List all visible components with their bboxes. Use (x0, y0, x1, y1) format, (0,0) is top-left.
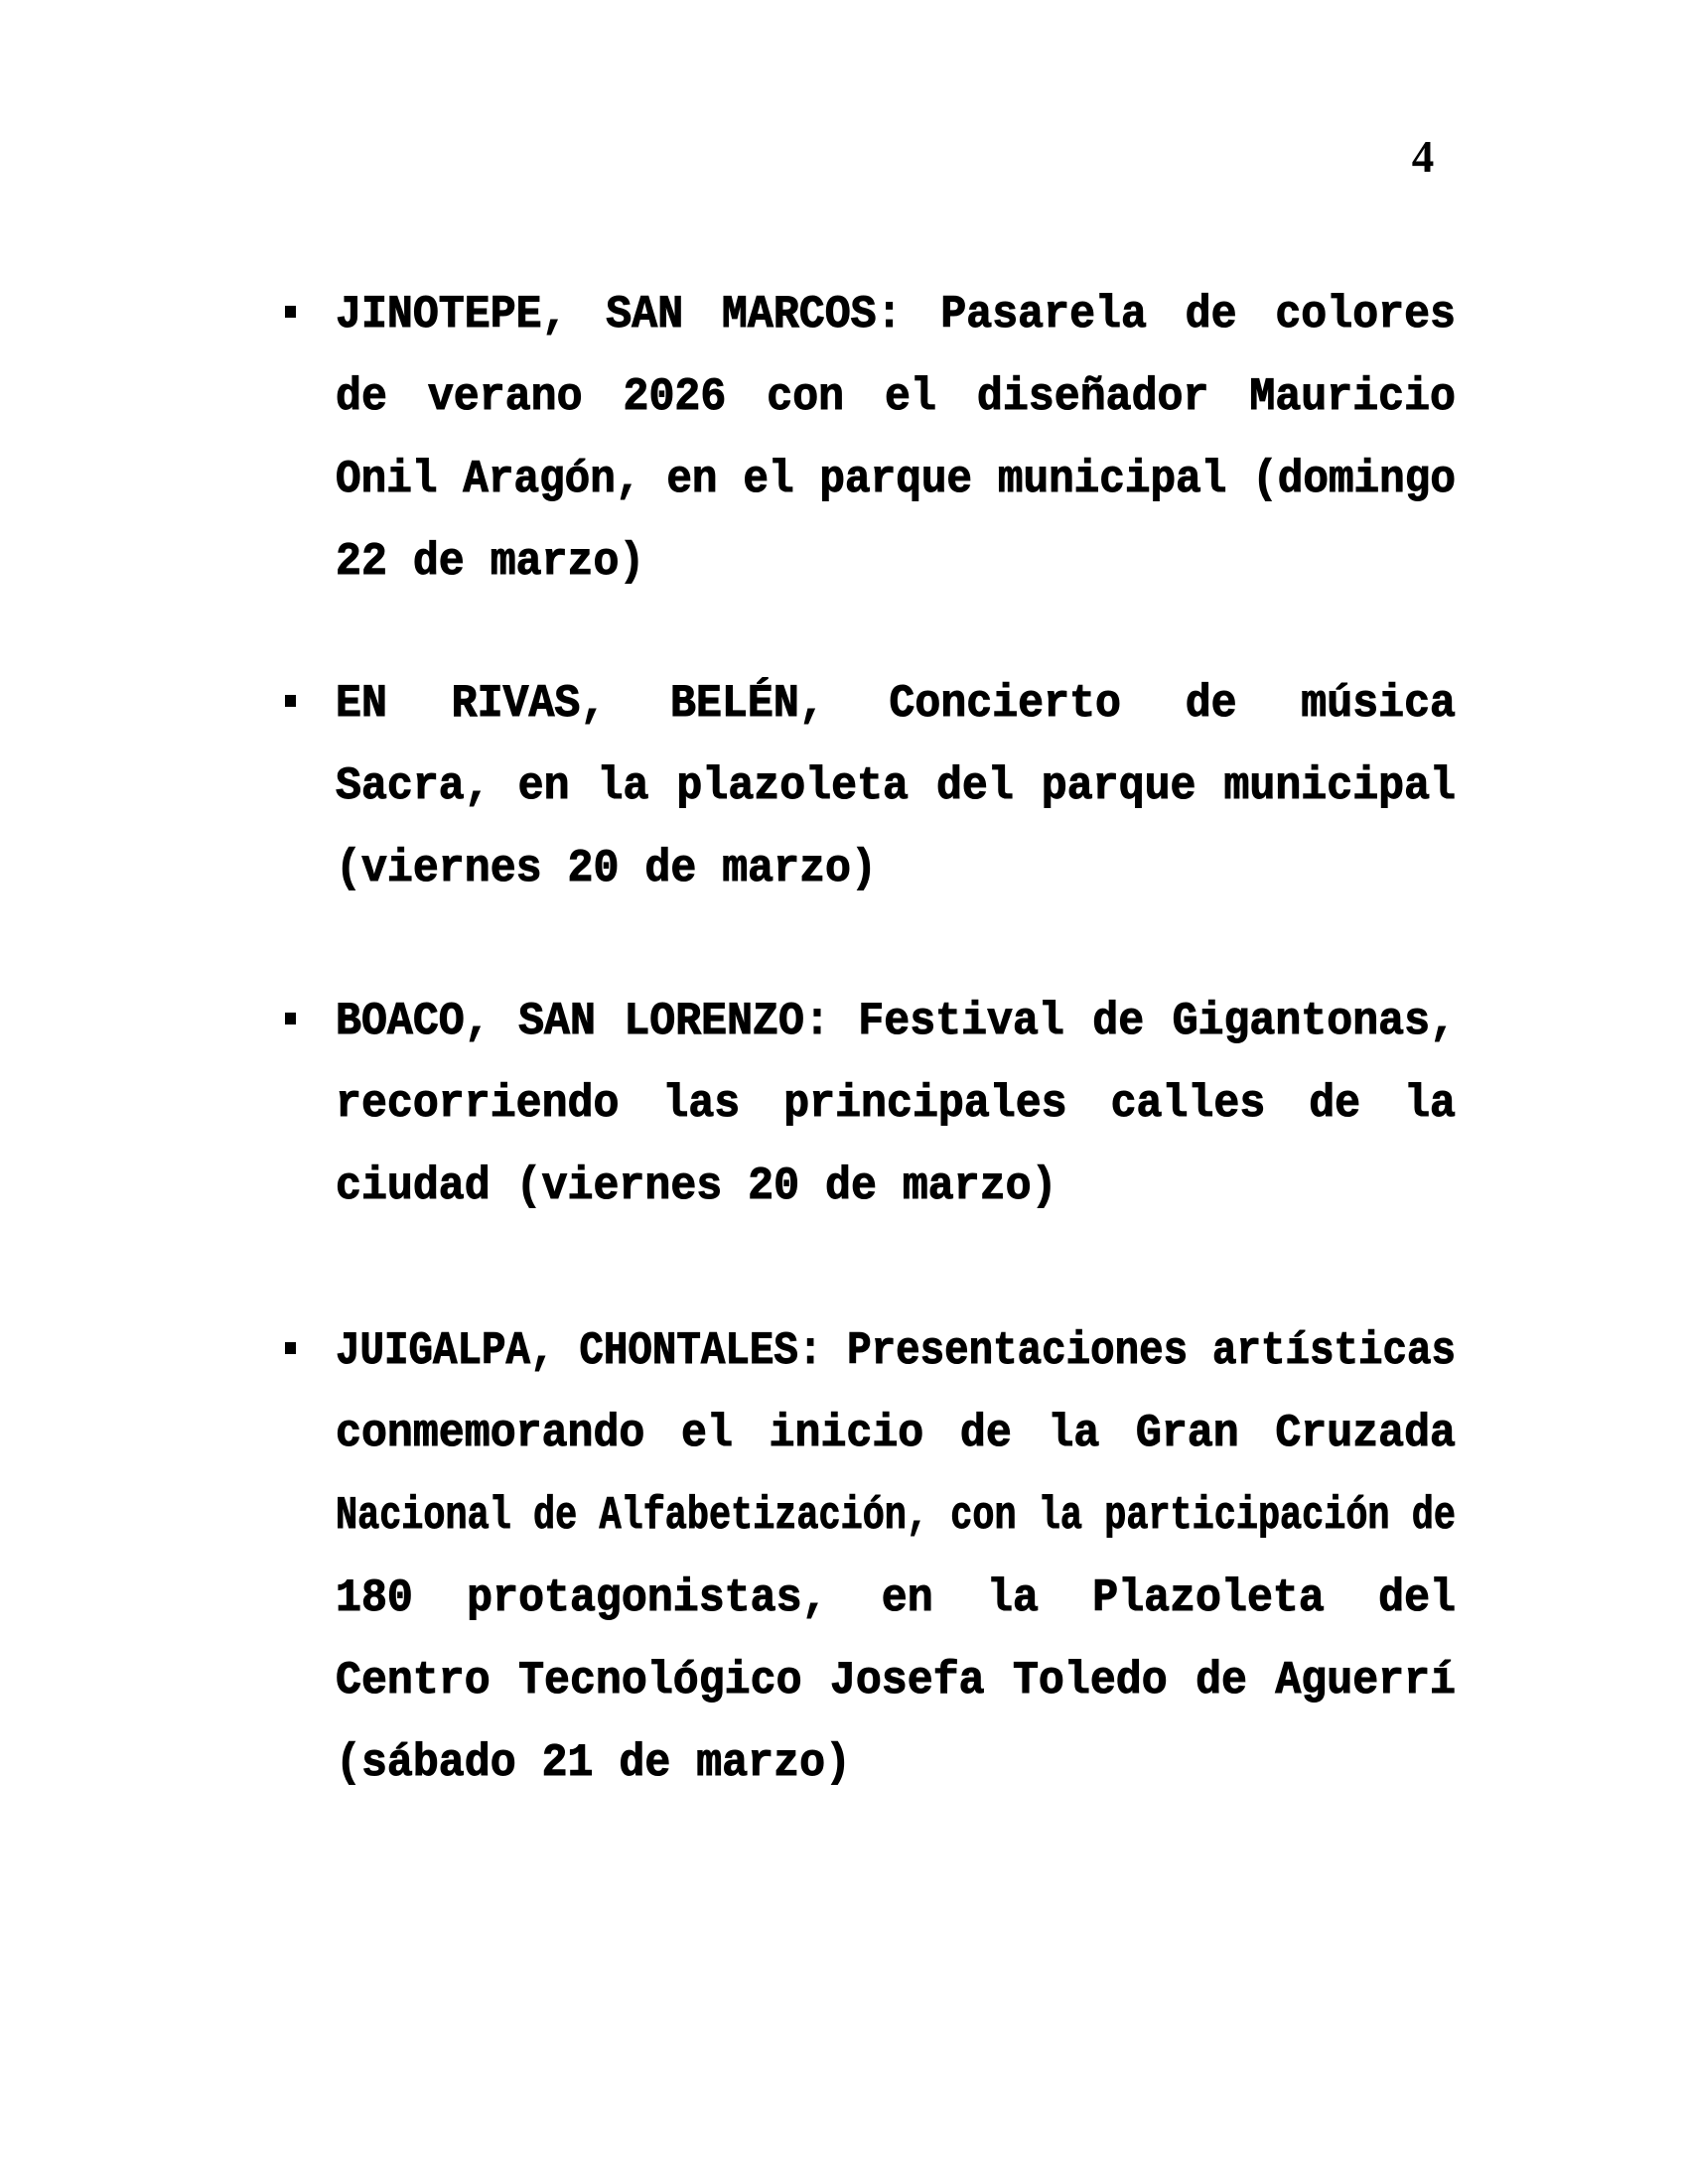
text-line (336, 746, 1456, 828)
bullet-item (336, 274, 1456, 604)
text-line-content: JINOTEPE, SAN MARCOS: Pasarela de colores (336, 289, 1456, 341)
bullet-list (336, 274, 1456, 1805)
text-line-content: Onil Aragón, en el parque municipal (domingo (336, 454, 1456, 505)
text-line-content: (viernes 20 de marzo) (336, 843, 877, 894)
text-line (336, 521, 1456, 604)
text-line (336, 1393, 1456, 1475)
bullet-item (336, 981, 1456, 1228)
text-line-content: ciudad (viernes 20 de marzo) (336, 1160, 1057, 1212)
page-number: 4 (1411, 132, 1435, 182)
text-line (336, 1475, 1456, 1558)
text-line-content: recorriendo las principales calles de la (336, 1078, 1456, 1130)
bullet-square-icon (285, 695, 296, 707)
bullet-square-icon (285, 1013, 296, 1024)
text-line-content: EN RIVAS, BELÉN, Concierto de música (336, 678, 1456, 730)
text-line (336, 1640, 1456, 1722)
text-line (336, 663, 1456, 746)
text-line-content: BOACO, SAN LORENZO: Festival de Gigantonas, (336, 996, 1456, 1047)
text-line (336, 356, 1456, 439)
text-line-content: 22 de marzo) (336, 536, 645, 588)
text-line (336, 1558, 1456, 1640)
text-line (336, 1310, 1456, 1393)
text-line-content: JUIGALPA, CHONTALES: Presentaciones artísticas (336, 1325, 1456, 1377)
text-line (336, 1722, 1456, 1805)
bullet-square-icon (285, 1342, 296, 1354)
bullet-square-icon (285, 306, 296, 318)
text-line-content: conmemorando el inicio de la Gran Cruzada (336, 1408, 1456, 1459)
text-line-content: Nacional de Alfabetización, con la participación de (336, 1490, 1456, 1542)
text-line-content: 180 protagonistas, en la Plazoleta del (336, 1572, 1456, 1624)
text-line (336, 1146, 1456, 1228)
bullet-item (336, 663, 1456, 910)
text-line (336, 439, 1456, 521)
bullet-item (336, 1310, 1456, 1805)
text-line (336, 828, 1456, 910)
text-line (336, 981, 1456, 1063)
text-line (336, 1063, 1456, 1146)
text-line (336, 274, 1456, 356)
text-line-content: (sábado 21 de marzo) (336, 1737, 851, 1789)
text-line-content: Sacra, en la plazoleta del parque municipal (336, 760, 1456, 812)
text-line-content: Centro Tecnológico Josefa Toledo de Aguerrí (336, 1655, 1456, 1706)
text-line-content: de verano 2026 con el diseñador Mauricio (336, 371, 1456, 423)
